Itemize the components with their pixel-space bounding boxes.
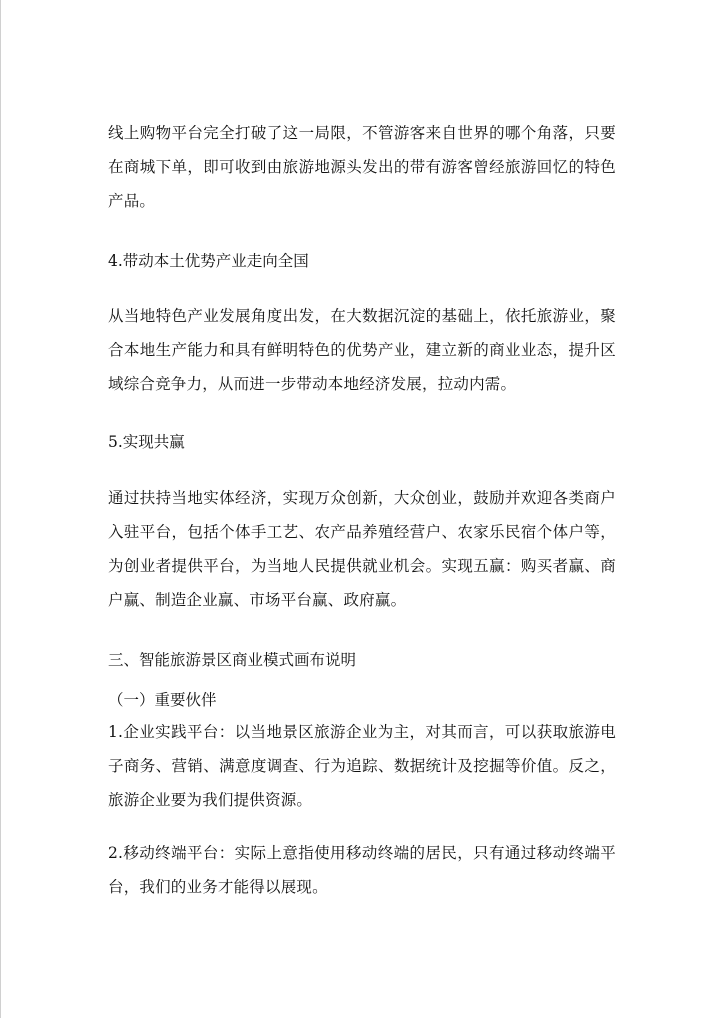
intro-paragraph: 线上购物平台完全打破了这一局限，不管游客来自世界的哪个角落，只要在商城下单，即可收到由旅游地源头发出的带有游客曾经旅游回忆的特色产品。 bbox=[108, 124, 616, 210]
subsection-heading-1: （一）重要伙伴 bbox=[108, 691, 217, 709]
paragraph-section-5: 通过扶持当地实体经济，实现万众创新，大众创业，鼓励并欢迎各类商户入驻平台，包括个体手工艺、农产品养殖经营户、农家乐民宿个体户等，为创业者提供平台，为当地人民提供就业机会。实现五赢：购买者赢、商户赢、制造企业赢、市场平台赢、政府赢。 bbox=[108, 489, 616, 609]
document-body bbox=[108, 116, 616, 904]
paragraph-enterprise-platform: 1.企业实践平台：以当地景区旅游企业为主，对其而言，可以获取旅游电子商务、营销、满意度调查、行为追踪、数据统计及挖掘等价值。反之，旅游企业要为我们提供资源。 bbox=[108, 723, 616, 809]
chapter-heading-3: 三、智能旅游景区商业模式画布说明 bbox=[108, 651, 357, 669]
page-edge-divider bbox=[0, 0, 1, 1018]
paragraph-mobile-platform: 2.移动终端平台：实际上意指使用移动终端的居民，只有通过移动终端平台，我们的业务才能得以展现。 bbox=[108, 844, 616, 896]
section-heading-5: 5.实现共赢 bbox=[108, 433, 185, 451]
paragraph-section-4: 从当地特色产业发展角度出发，在大数据沉淀的基础上，依托旅游业，聚合本地生产能力和具有鲜明特色的优势产业，建立新的商业业态，提升区域综合竞争力，从而进一步带动本地经济发展，拉动内需。 bbox=[108, 307, 616, 393]
section-heading-4: 4.带动本土优势产业走向全国 bbox=[108, 252, 309, 270]
